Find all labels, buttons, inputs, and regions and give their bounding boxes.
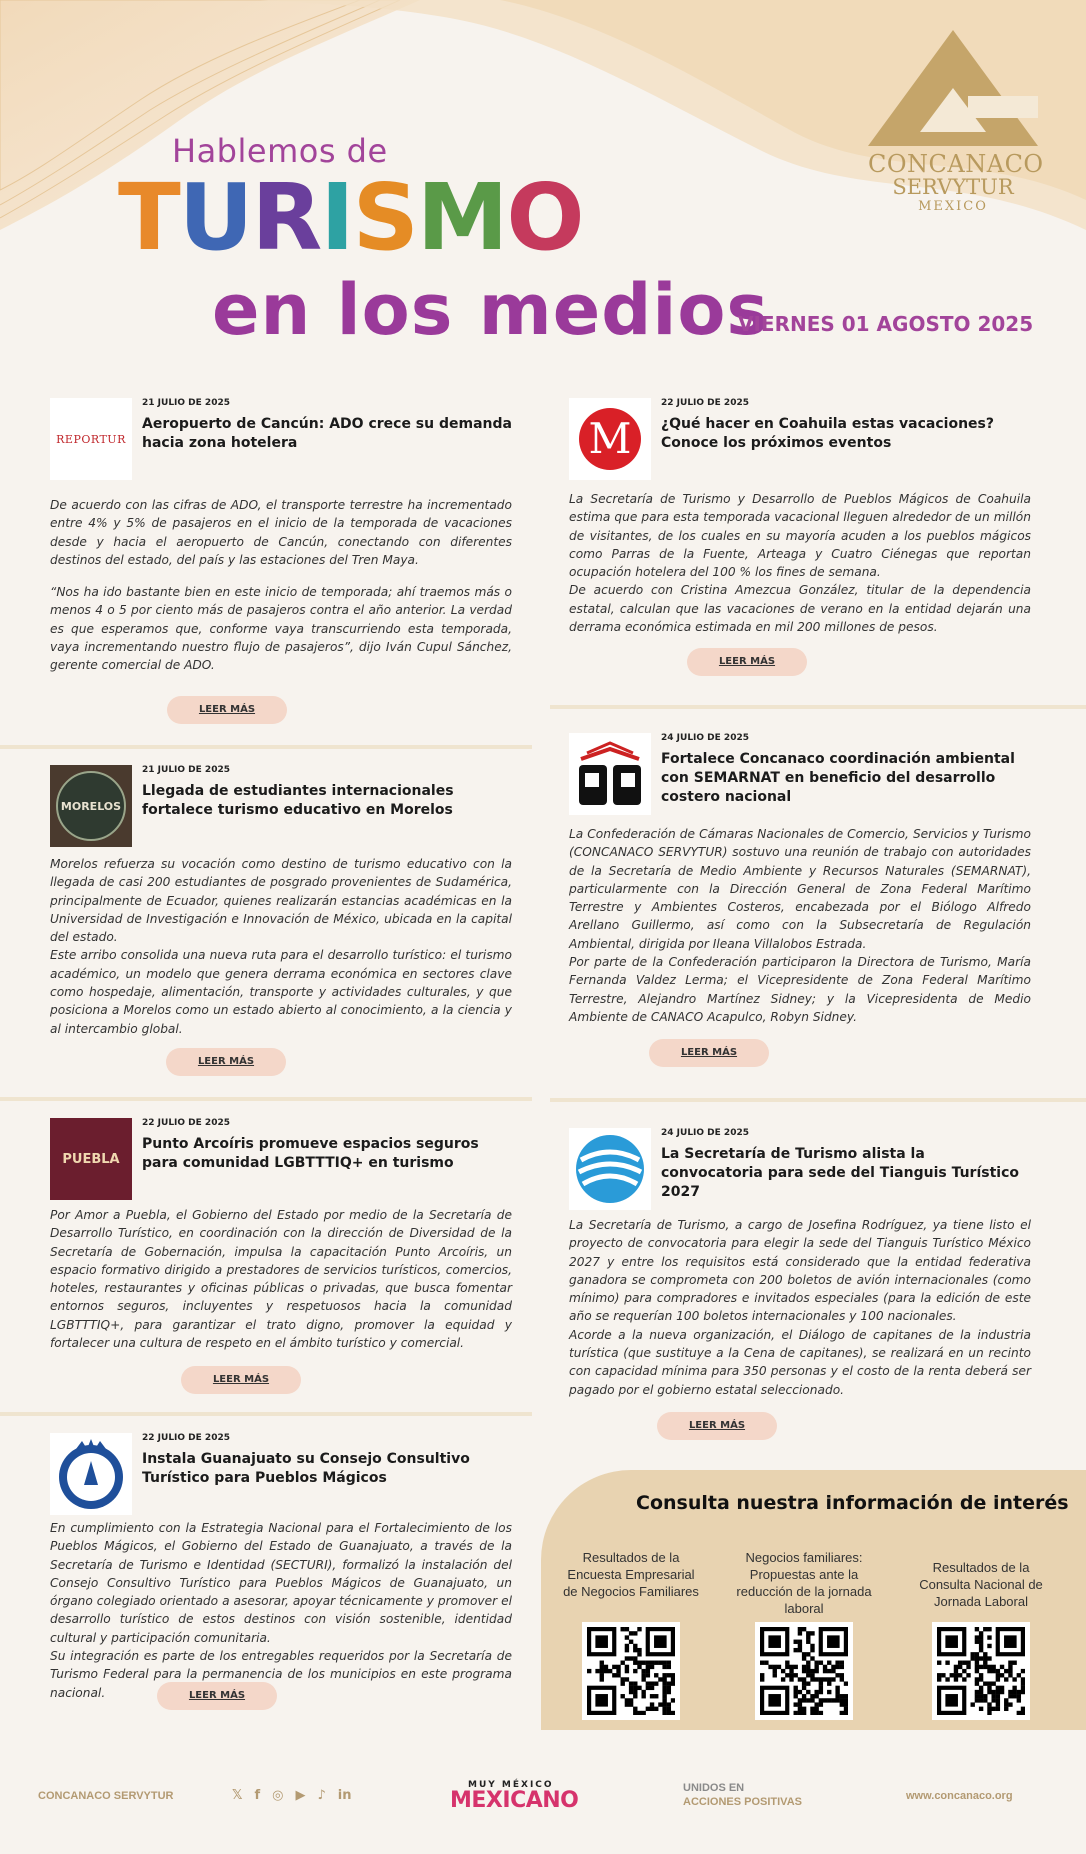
logo-line3: MEXICO <box>918 199 988 215</box>
title-hablemos: Hablemos de <box>172 132 388 170</box>
title-en-los-medios: en los medios <box>212 269 770 351</box>
proceso-logo <box>569 733 651 815</box>
divider <box>0 745 532 749</box>
x-icon[interactable]: 𝕏 <box>232 1788 243 1803</box>
title-letter: R <box>251 164 321 271</box>
logo-line2: SERVYTUR <box>892 175 1014 199</box>
article-body <box>50 496 512 689</box>
read-more-button[interactable]: LEER MÁS <box>166 1048 286 1076</box>
article-paragraph: La Confederación de Cámaras Nacionales de Comercio, Servicios y Turismo (CONCANACO SERVYTUR) sostuvo una reunión de trabajo con autoridades de la Secretaría de Medio Ambiente y Recursos Naturales (SEMARNAT), particularmente con la Dirección General de Zona Federal Marítimo Terrestre y Ambientes Costeros, encabezada por el Biólogo Alfredo Arellano Guillermo, así como con la Subsecretaría de Regulación Ambiental, dirigida por Ileana Villalobos Estrada. <box>569 827 1031 951</box>
title-letter: M <box>416 164 507 271</box>
article-title[interactable]: Llegada de estudiantes internacionales fortalece turismo educativo en Morelos <box>142 783 454 818</box>
article-date: 21 JULIO DE 2025 <box>142 398 230 408</box>
mx-logo-top: MUY MÉXICO <box>468 1780 554 1790</box>
title-letter: U <box>178 164 252 271</box>
qr-code-icon[interactable] <box>932 1622 1030 1720</box>
info-item-label: Resultados de la Consulta Nacional de Jornada Laboral <box>919 1560 1043 1609</box>
book-icon <box>571 735 649 813</box>
tagline-bottom: ACCIONES POSITIVAS <box>683 1796 802 1808</box>
sectur-circle-icon <box>571 1130 649 1208</box>
article-card <box>569 1128 1031 1448</box>
article-card <box>569 733 1031 1068</box>
article-body <box>50 1206 512 1352</box>
divider <box>550 705 1086 709</box>
info-item-label: Negocios familiares: Propuestas ante la reducción de la jornada laboral <box>736 1550 872 1616</box>
article-paragraph: Este arribo consolida una nueva ruta para el desarrollo turístico: el turismo académico, un modelo que genera derrama económica en sectores clave como hospedaje, alimentación, transporte y actividades culturales, y que posiciona a Morelos como un estado abierto al conocimiento, a la ciencia y al intercambio global. <box>50 948 512 1036</box>
title-letter: S <box>352 164 417 271</box>
qr-code-icon[interactable] <box>755 1622 853 1720</box>
article-card <box>50 1118 512 1418</box>
article-date: 24 JULIO DE 2025 <box>661 733 749 743</box>
article-card <box>50 1433 512 1723</box>
article-paragraph: De acuerdo con Cristina Amezcua González, titular de la dependencia estatal, calculan que las vacaciones de verano en la entidad dejarán una derrama económica estimada en mil 200 millones de pesos. <box>569 583 1031 635</box>
article-paragraph: Por Amor a Puebla, el Gobierno del Estado por medio de la Secretaría de Desarrollo Turístico, en coordinación con la dirección de Diversidad de la Secretaría de Gobernación, impulsa la capacitación Punto Arcoíris, un espacio formativo dirigido a prestadores de servicios turísticos, comercios, hoteles, restaurantes y oficinas públicas o privadas, que busca fomentar entornos seguros, incluyentes y respetuosos hacia la comunidad LGBTTTIQ+, para garantizar el trato digno, promover la equidad y fortalecer una cultura de respeto en el ámbito turístico y comercial. <box>50 1208 512 1351</box>
article-date: 24 JULIO DE 2025 <box>661 1128 749 1138</box>
morelos-logo <box>50 765 132 847</box>
read-more-button[interactable]: LEER MÁS <box>167 696 287 724</box>
article-date: 21 JULIO DE 2025 <box>142 765 230 775</box>
reportur-logo <box>50 398 132 480</box>
read-more-button[interactable]: LEER MÁS <box>657 1412 777 1440</box>
concanaco-triangle-icon <box>868 28 1038 148</box>
logo-line1: CONCANACO <box>868 150 1044 178</box>
youtube-icon[interactable]: ▶ <box>295 1788 306 1803</box>
title-letter: I <box>320 164 353 271</box>
article-paragraph: La Secretaría de Turismo y Desarrollo de Pueblos Mágicos de Coahuila estima que para esta temporada vacacional lleguen alrededor de un millón de visitantes, de los cuales en su mayoría acuden a los pueblos mágicos como Parras de la Fuente, Arteaga y Cuatro Ciénegas que reportan ocupación hotelera del 100 % los fines de semana. <box>569 492 1031 580</box>
footer-brand: CONCANACO SERVYTUR <box>38 1790 174 1802</box>
article-title[interactable]: Aeropuerto de Cancún: ADO crece su demanda hacia zona hotelera <box>142 416 512 451</box>
footer <box>0 1730 1086 1854</box>
title-letter: T <box>118 164 179 271</box>
linkedin-icon[interactable]: in <box>337 1788 352 1803</box>
article-paragraph: En cumplimiento con la Estrategia Nacional para el Fortalecimiento de los Pueblos Mágicos, el Gobierno del Estado de Guanajuato, a través de la Secretaría de Turismo e Identidad (SECTURI), formalizó la instalación del Consejo Consultivo Turístico para Pueblos Mágicos de Guanajuato, un órgano colegiado orientado a asesorar, apoyar técnicamente y promover el desarrollo turístico de estos destinos con visión sostenible, identidad cultural y participación comunitaria. <box>50 1521 512 1645</box>
info-title: Consulta nuestra información de interés <box>636 1492 1069 1514</box>
article-title[interactable]: ¿Qué hacer en Coahuila estas vacaciones? Conoce los próximos eventos <box>661 416 994 451</box>
article-card <box>50 398 512 728</box>
article-paragraph: De acuerdo con las cifras de ADO, el transporte terrestre ha incrementado entre 4% y 5% de pasajeros en el inicio de la temporada de vacaciones desde y hacia el aeropuerto de Cancún, conectando con diferentes destinos del estado, del país y las estaciones del Tren Maya. <box>50 498 512 567</box>
social-links <box>232 1788 352 1803</box>
source-name: M <box>579 408 641 470</box>
guanajuato-seal-icon <box>52 1435 130 1513</box>
puebla-logo <box>50 1118 132 1200</box>
concanaco-logo <box>868 28 1044 215</box>
mx-logo-main: MEXICANO <box>450 1788 579 1813</box>
divider <box>550 1098 1086 1102</box>
article-paragraph: “Nos ha ido bastante bien en este inicio de temporada; ahí traemos más o menos 4 o 5 por ciento más de pasajeros contra el año anterior. La verdad es que esperamos que, conforme vaya transcurriendo esta temporada, vaya incrementando nuestro flujo de pasajeros”, dijo Iván Cupul Sánchez, gerente comercial de ADO. <box>50 585 512 673</box>
info-panel <box>541 1470 1086 1730</box>
read-more-button[interactable]: LEER MÁS <box>687 648 807 676</box>
divider <box>0 1097 532 1101</box>
milenio-logo <box>569 398 651 480</box>
article-body <box>569 490 1031 636</box>
article-paragraph: Morelos refuerza su vocación como destino de turismo educativo con la llegada de casi 200 estudiantes de posgrado provenientes de Sudamérica, principalmente de Ecuador, quienes realizarán estancias académicas en la Universidad de Investigación e Innovación de México, ubicada en la capital del estado. <box>50 857 512 945</box>
tiktok-icon[interactable]: ♪ <box>317 1788 326 1803</box>
source-name: PUEBLA <box>62 1151 120 1167</box>
info-item-label: Resultados de la Encuesta Empresarial de Negocios Familiares <box>563 1550 699 1599</box>
read-more-button[interactable]: LEER MÁS <box>181 1366 301 1394</box>
info-item[interactable] <box>911 1560 1051 1720</box>
qr-code-icon[interactable] <box>582 1622 680 1720</box>
muy-mexicano-logo <box>450 1780 578 1812</box>
article-title[interactable]: Instala Guanajuato su Consejo Consultivo Turístico para Pueblos Mágicos <box>142 1451 470 1486</box>
info-item[interactable] <box>561 1550 701 1720</box>
read-more-button[interactable]: LEER MÁS <box>649 1039 769 1067</box>
header <box>0 0 1086 360</box>
article-paragraph: Acorde a la nueva organización, el Diálogo de capitanes de la industria turística (que sustituye a la Cena de capitanes), se realizará en un recinto con capacidad mínima para 350 personas y el costo de la renta deberá ser pagado por el gobierno estatal seleccionado. <box>569 1327 1031 1397</box>
instagram-icon[interactable]: ◎ <box>272 1788 284 1803</box>
title-letter: O <box>506 164 583 271</box>
article-body <box>50 1519 512 1702</box>
website-link[interactable]: www.concanaco.org <box>906 1790 1013 1802</box>
article-title[interactable]: La Secretaría de Turismo alista la convocatoria para sede del Tianguis Turístico 2027 <box>661 1146 1019 1200</box>
article-paragraph: Su integración es parte de los entregables requeridos por la Secretaría de Turismo Federal para la permanencia de los municipios en este programa nacional. <box>50 1649 512 1700</box>
article-date: 22 JULIO DE 2025 <box>661 398 749 408</box>
article-date: 22 JULIO DE 2025 <box>142 1433 230 1443</box>
article-body <box>569 1216 1031 1399</box>
article-date: 22 JULIO DE 2025 <box>142 1118 230 1128</box>
article-title[interactable]: Fortalece Concanaco coordinación ambiental con SEMARNAT en beneficio del desarrollo costero nacional <box>661 751 1015 805</box>
source-name: REPORTUR <box>56 432 126 446</box>
article-body <box>569 825 1031 1026</box>
tagline-top: UNIDOS EN <box>683 1782 745 1794</box>
issue-date: VIERNES 01 AGOSTO 2025 <box>738 312 1034 336</box>
info-item[interactable] <box>734 1550 874 1720</box>
source-name: MORELOS <box>60 799 122 813</box>
article-paragraph: Por parte de la Confederación participaron la Directora de Turismo, María Fernanda Valdez Lerma; el Vicepresidente de Zona Federal Marítimo Terrestre, Alejandro Martínez Sidney; y la Vicepresidenta de Medio Ambiente de CANACO Acapulco, Robyn Sidney. <box>569 955 1031 1024</box>
facebook-icon[interactable]: f <box>254 1788 261 1803</box>
article-body <box>50 855 512 1038</box>
divider <box>0 1412 532 1416</box>
sectur-logo <box>569 1128 651 1210</box>
title-turismo <box>118 164 583 271</box>
read-more-button[interactable]: LEER MÁS <box>157 1682 277 1710</box>
article-paragraph: La Secretaría de Turismo, a cargo de Josefina Rodríguez, ya tiene listo el proyecto de convocatoria para elegir la sede del Tianguis Turístico México 2027 y entre los requisitos está considerado que la entidad federativa ganadora se comprometa con 200 boletos de avión internacionales (como mínimo) para compradores e invitados especiales (para la edición de este año se requerían 100 boletos internacionales y 100 nacionales. <box>569 1218 1031 1324</box>
article-title[interactable]: Punto Arcoíris promueve espacios seguros para comunidad LGBTTTIQ+ en turismo <box>142 1136 479 1171</box>
article-card <box>50 765 512 1085</box>
article-card <box>569 398 1031 678</box>
guanajuato-logo <box>50 1433 132 1515</box>
